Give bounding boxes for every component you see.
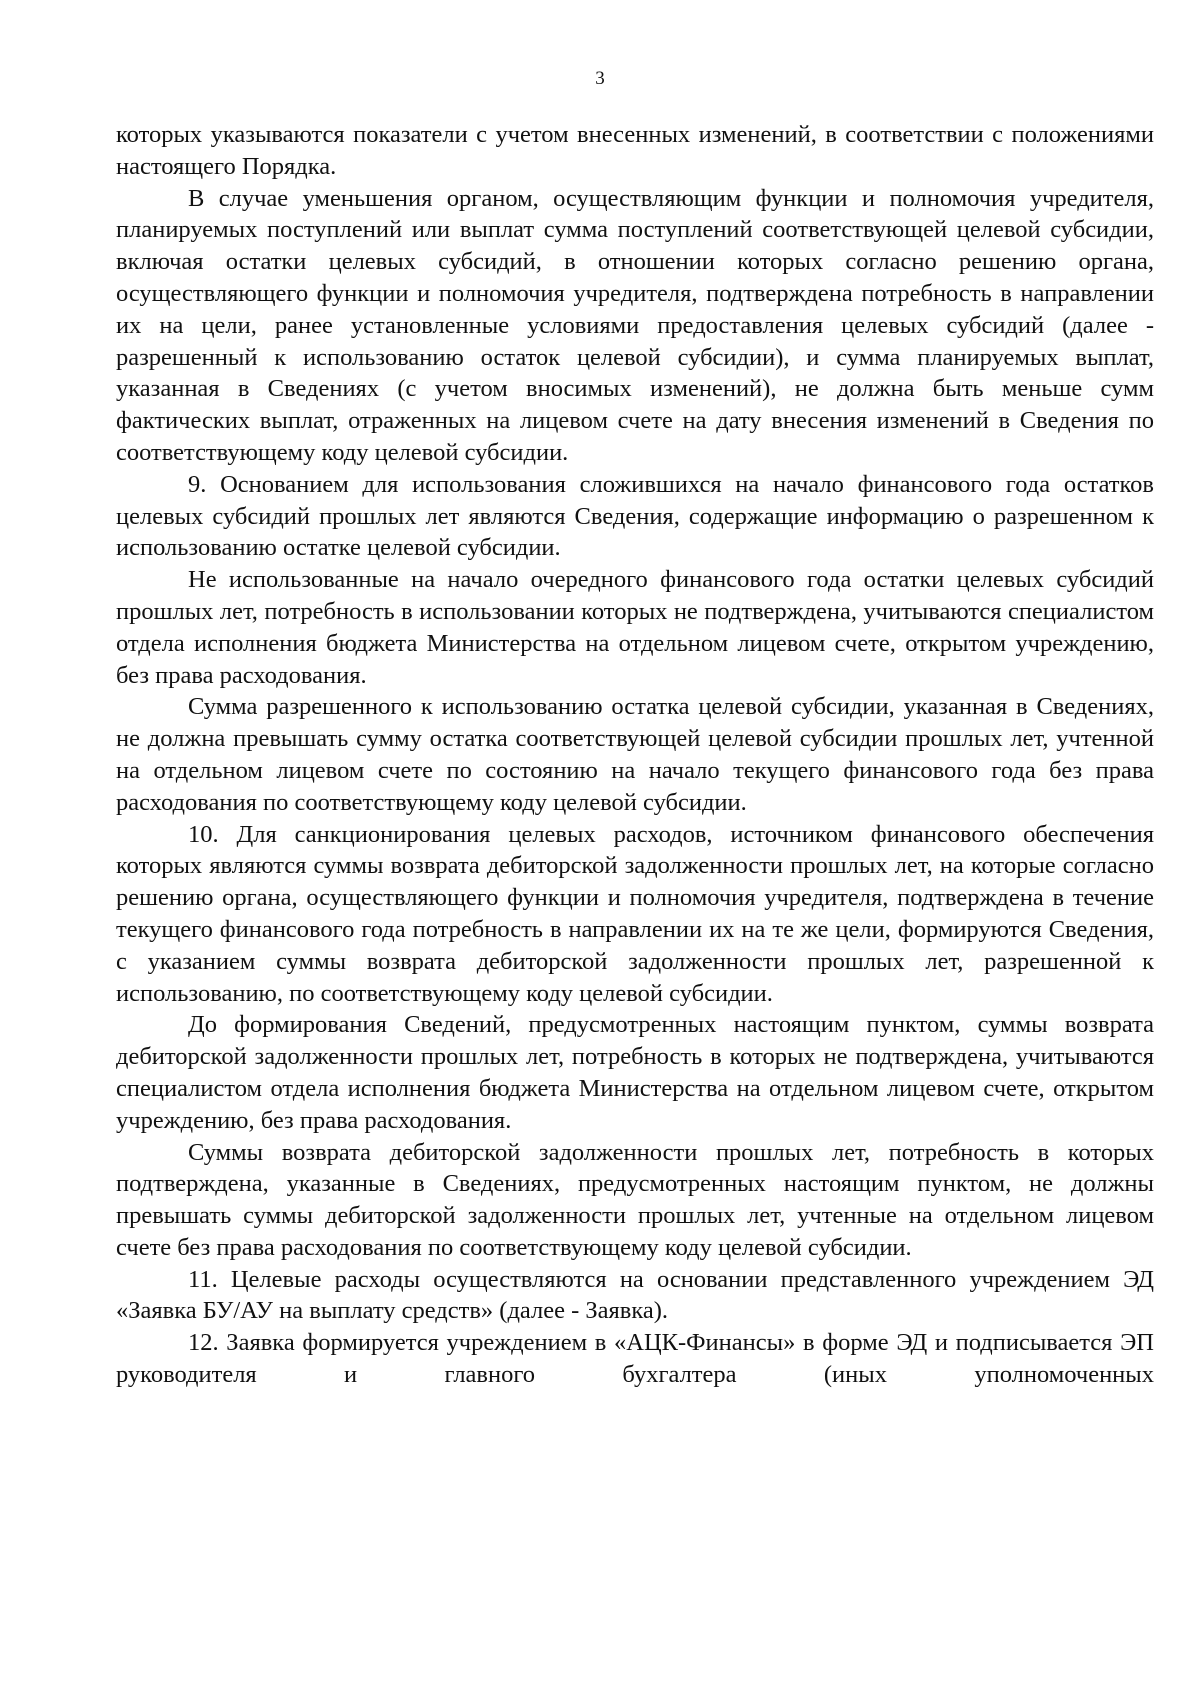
paragraph-item-12: 12. Заявка формируется учреждением в «АЦК-Финансы» в форме ЭД и подписывается ЭП руководителя и главного бухгалтера (иных уполномоченных (116, 1329, 1154, 1389)
paragraph-reduction-case: В случае уменьшения органом, осуществляющим функции и полномочия учредителя, планируемых поступлений или выплат сумма поступлений соответствующей целевой субсидии, включая остатки целевых субсидий, в отношении которых согласно решению органа, осуществляющего функции и полномочия учредителя, подтверждена потребность в направлении их на цели, ранее установленные условиями предоставления целевых субсидий (далее - разрешенный к использованию остаток целевой субсидии), и сумма планируемых выплат, указанная в Сведениях (с учетом вносимых изменений), не должна быть меньше сумм фактических выплат, отраженных на лицевом счете на дату внесения изменений в Сведения по соответствующему коду целевой субсидии. (116, 184, 1154, 466)
paragraph-receivables-sums: Суммы возврата дебиторской задолженности прошлых лет, потребность в которых подтверждена, указанные в Сведениях, предусмотренных настоящим пунктом, не должны превышать суммы дебиторской задолженности прошлых лет, учтенные на отдельном лицевом счете без права расходования по соответствующему коду целевой субсидии. (116, 1138, 1154, 1261)
paragraph-allowed-balance-sum: Сумма разрешенного к использованию остатка целевой субсидии, указанная в Сведениях, не должна превышать сумму остатка соответствующей целевой субсидии прошлых лет, учтенной на отдельном лицевом счете по состоянию на начало текущего финансового года без права расходования по соответствующему коду целевой субсидии. (116, 693, 1154, 816)
page-number: 3 (595, 68, 605, 89)
paragraph-continuation: которых указываются показатели с учетом внесенных изменений, в соответствии с положениями настоящего Порядка. (116, 121, 1154, 180)
paragraph-before-forming: До формирования Сведений, предусмотренных настоящим пунктом, суммы возврата дебиторской задолженности прошлых лет, потребность в которых не подтверждена, учитываются специалистом отдела исполнения бюджета Министерства на отдельном лицевом счете, открытом учреждению, без права расходования. (116, 1011, 1154, 1134)
paragraph-item-11: 11. Целевые расходы осуществляются на основании представленного учреждением ЭД «Заявка БУ/АУ на выплату средств» (далее - Заявка). (116, 1265, 1154, 1325)
document-body (116, 119, 1154, 1391)
paragraph-item-9: 9. Основанием для использования сложившихся на начало финансового года остатков целевых субсидий прошлых лет являются Сведения, содержащие информацию о разрешенном к использованию остатке целевой субсидии. (116, 470, 1154, 562)
paragraph-item-10: 10. Для санкционирования целевых расходов, источником финансового обеспечения которых являются суммы возврата дебиторской задолженности прошлых лет, на которые согласно решению органа, осуществляющего функции и полномочия учредителя, подтверждена в течение текущего финансового года потребность в направлении их на те же цели, формируются Сведения, с указанием суммы возврата дебиторской задолженности прошлых лет, разрешенной к использованию, по соответствующему коду целевой субсидии. (116, 820, 1154, 1007)
paragraph-unused-balances: Не использованные на начало очередного финансового года остатки целевых субсидий прошлых лет, потребность в использовании которых не подтверждена, учитываются специалистом отдела исполнения бюджета Министерства на отдельном лицевом счете, открытом учреждению, без права расходования. (116, 566, 1154, 689)
